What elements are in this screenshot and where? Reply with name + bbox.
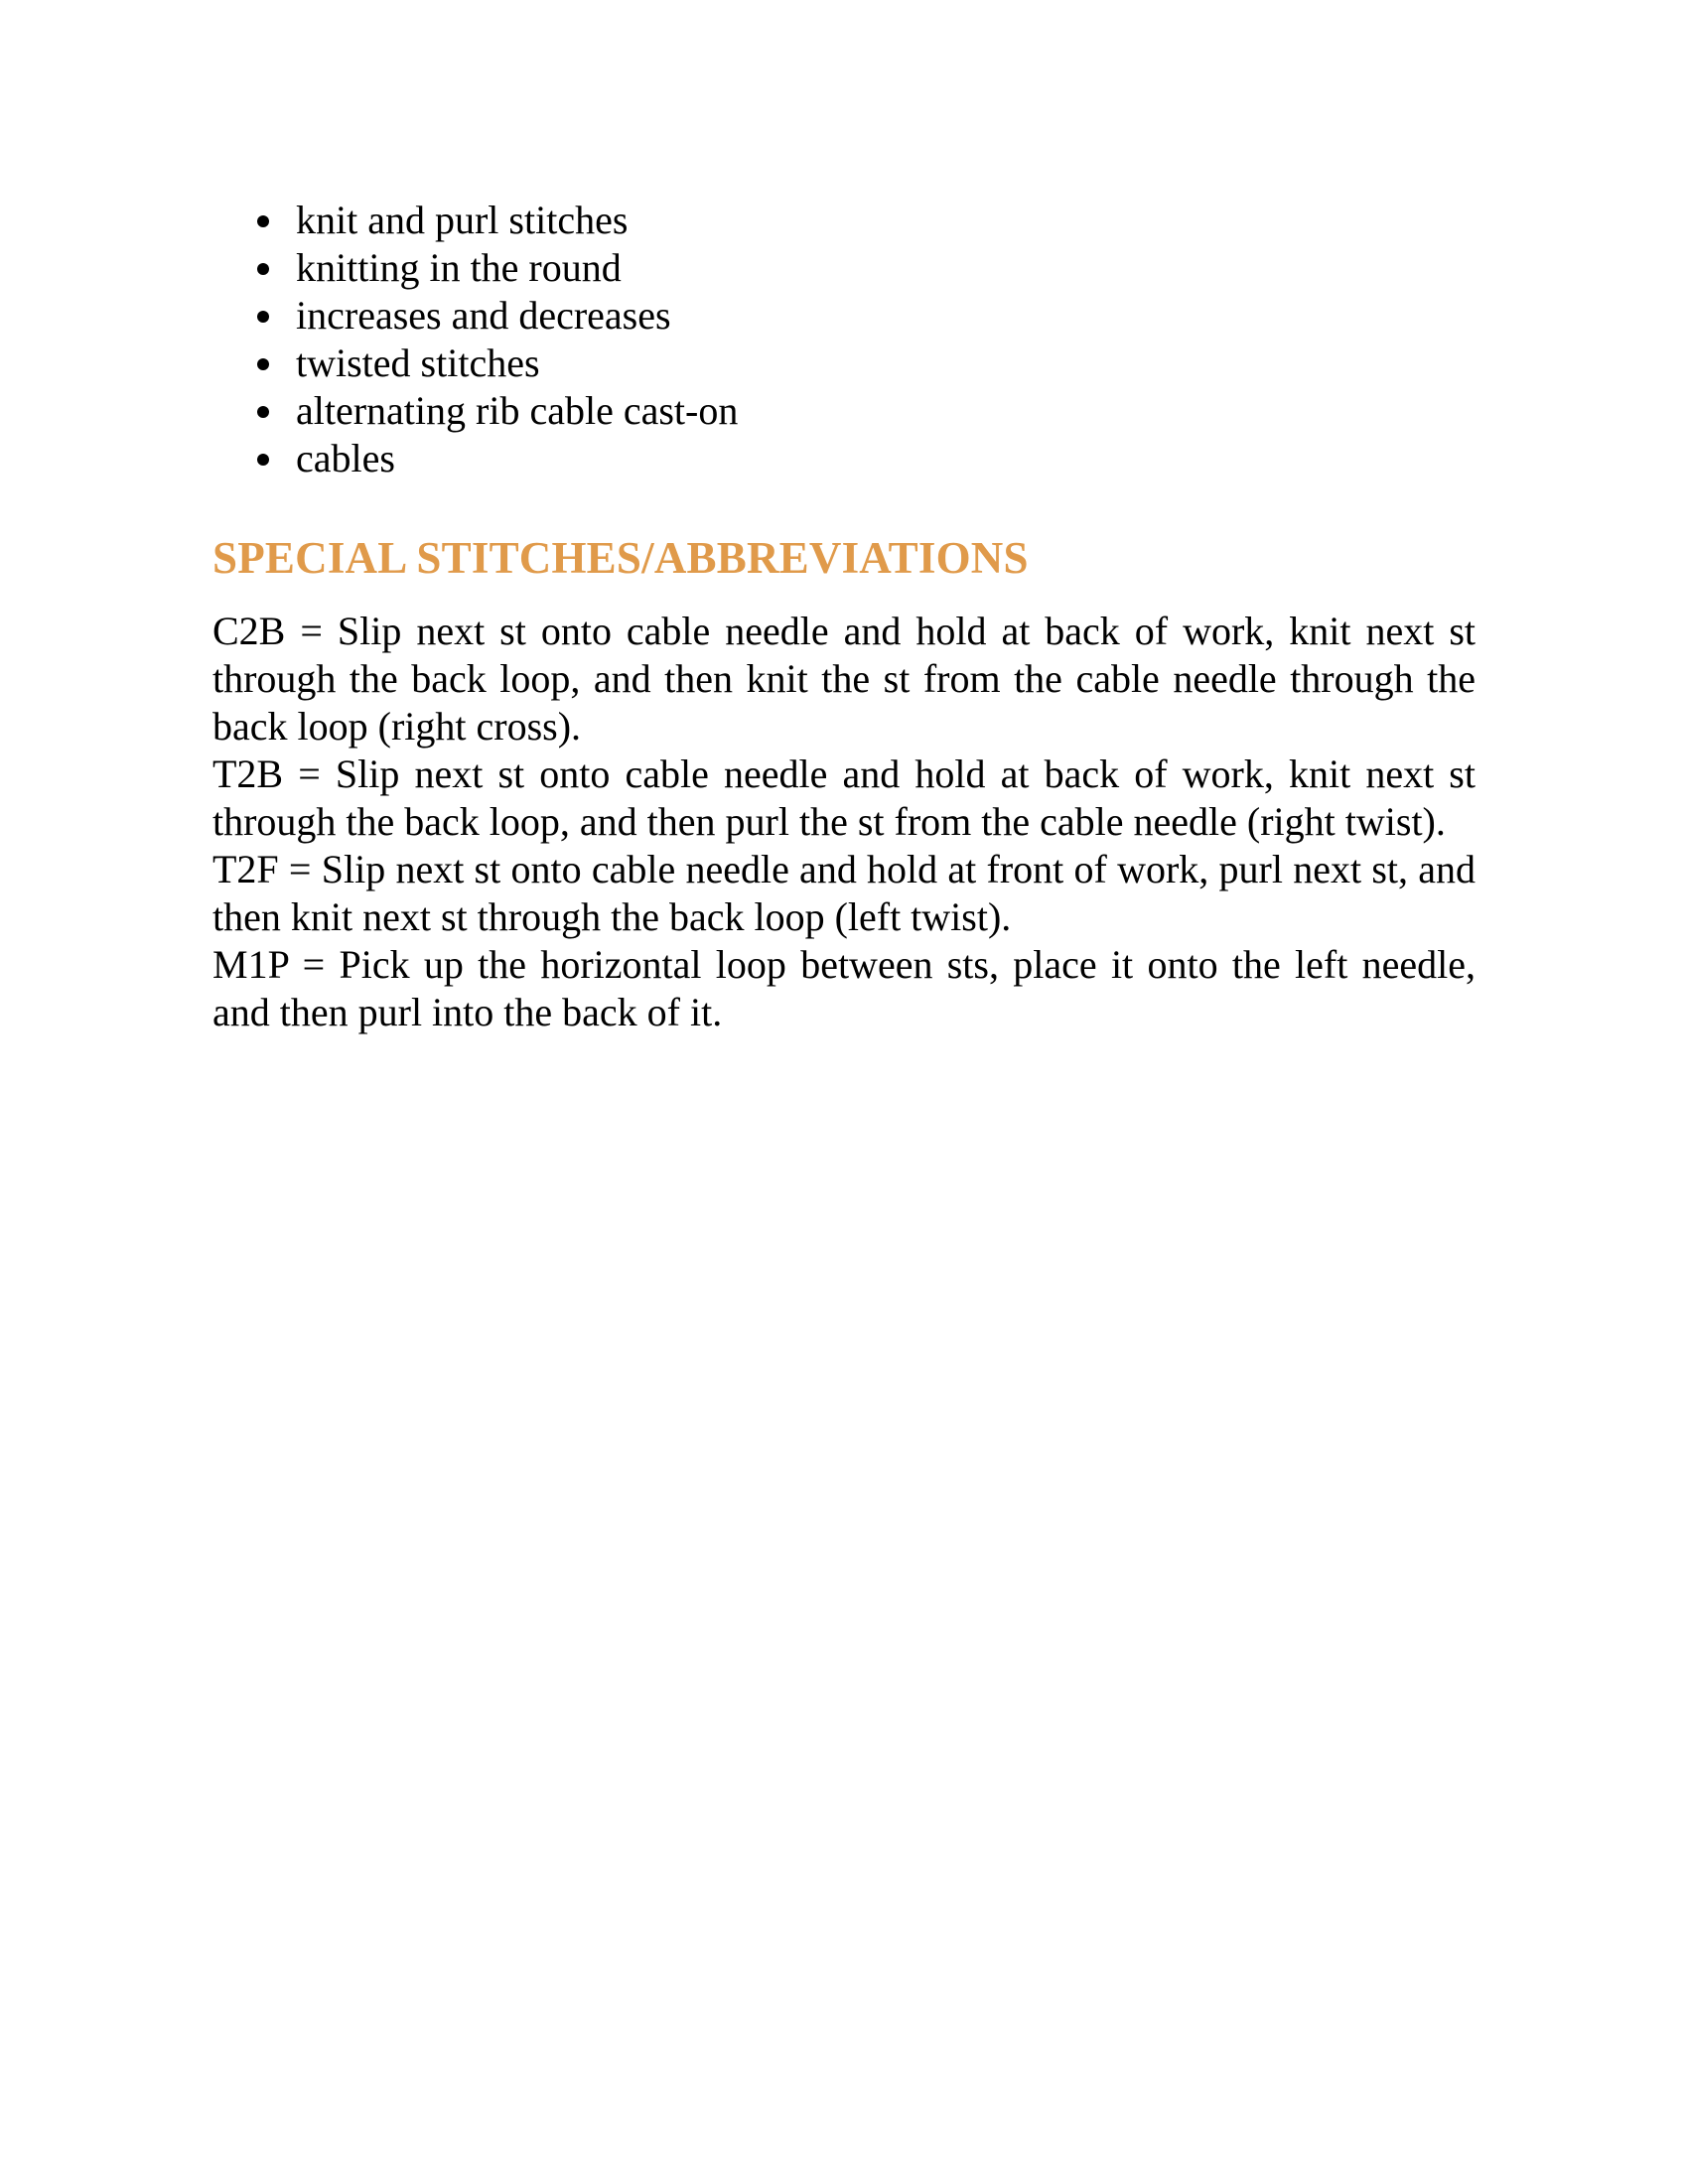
list-item xyxy=(212,387,1476,435)
bullet-icon xyxy=(257,406,269,418)
page-content xyxy=(212,197,1476,1036)
bullet-icon xyxy=(257,358,269,370)
bullet-icon xyxy=(257,215,269,227)
list-item xyxy=(212,435,1476,482)
list-item xyxy=(212,340,1476,387)
list-item xyxy=(212,244,1476,292)
definition-t2f: T2F = Slip next st onto cable needle and hold at front of work, purl next st, and then knit next st through the back loop (left twist). xyxy=(212,847,1476,939)
list-item xyxy=(212,197,1476,244)
list-item-text: alternating rib cable cast-on xyxy=(296,388,739,433)
bullet-icon xyxy=(257,311,269,323)
abbreviation-definitions xyxy=(212,608,1476,1036)
section-heading: SPECIAL STITCHES/ABBREVIATIONS xyxy=(212,533,1029,583)
list-item xyxy=(212,292,1476,340)
skills-list xyxy=(212,197,1476,482)
bullet-icon xyxy=(257,454,269,466)
definition-c2b: C2B = Slip next st onto cable needle and hold at back of work, knit next st through the back loop, and then knit the st from the cable needle through the back loop (right cross). xyxy=(212,609,1476,749)
list-item-text: knitting in the round xyxy=(296,245,622,290)
list-item-text: knit and purl stitches xyxy=(296,198,629,242)
bullet-icon xyxy=(257,263,269,275)
definition-t2b: T2B = Slip next st onto cable needle and hold at back of work, knit next st through the back loop, and then purl the st from the cable needle (right twist). xyxy=(212,751,1476,844)
definition-m1p: M1P = Pick up the horizontal loop between sts, place it onto the left needle, and then purl into the back of it. xyxy=(212,942,1476,1034)
list-item-text: cables xyxy=(296,436,395,480)
list-item-text: twisted stitches xyxy=(296,341,540,385)
list-item-text: increases and decreases xyxy=(296,293,671,338)
